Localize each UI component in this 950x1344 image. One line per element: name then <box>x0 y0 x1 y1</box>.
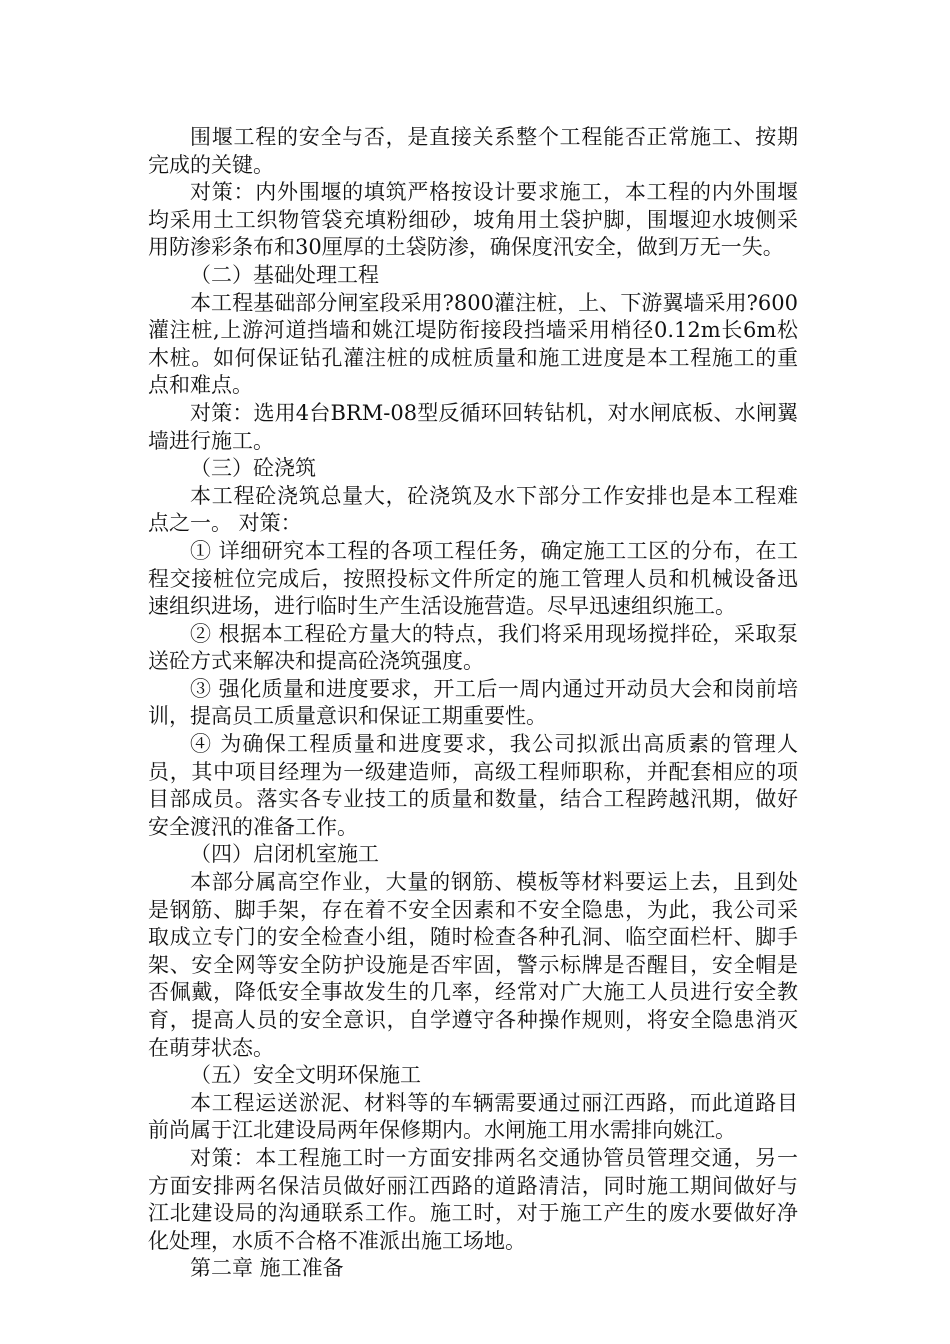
chapter-heading-preparation: 第二章 施工准备 <box>190 1256 344 1281</box>
document-body <box>148 124 798 1283</box>
section-heading-hoist-room: （四）启闭机室施工 <box>190 842 379 867</box>
section-heading-concrete: （三）砼浇筑 <box>190 456 316 481</box>
paragraph-cofferdam-importance: 围堰工程的安全与否，是直接关系整个工程能否正常施工、按期完成的关键。 <box>148 125 798 177</box>
paragraph-concrete-item-2: ② 根据本工程砼方量大的特点，我们将采用现场搅拌砼，采取泵送砼方式来解决和提高砼浇筑强度。 <box>148 621 798 674</box>
paragraph-concrete-item-1: ① 详细研究本工程的各项工程任务，确定施工工区的分布，在工程交接桩位完成后，按照投标文件所定的施工管理人员和机械设备迅速组织进场，进行临时生产生活设施营造。尽早迅速组织施工。 <box>148 538 798 619</box>
section-heading-safety-civilized: （五）安全文明环保施工 <box>190 1063 421 1088</box>
paragraph-hoist-room-safety: 本部分属高空作业，大量的钢筋、模板等材料要运上去，且到处是钢筋、脚手架，存在着不安全因素和不安全隐患，为此，我公司采取成立专门的安全检查小组，随时检查各种孔洞、临空面栏杆、脚手架、安全网等安全防护设施是否牢固，警示标牌是否醒目，安全帽是否佩戴，降低安全事故发生的几率，经常对广大施工人员进行安全教育，提高人员的安全意识，自学遵守各种操作规则，将安全隐患消灭在萌芽状态。 <box>148 870 798 1060</box>
paragraph-concrete-description: 本工程砼浇筑总量大，砼浇筑及水下部分工作安排也是本工程难点之一。 对策： <box>148 483 798 536</box>
section-heading-foundation: （二）基础处理工程 <box>190 262 379 287</box>
paragraph-foundation-countermeasure: 对策：选用4台BRM-08型反循环回转钻机，对水闸底板、水闸翼墙进行施工。 <box>148 400 798 453</box>
paragraph-traffic-countermeasure: 对策：本工程施工时一方面安排两名交通协管员管理交通，另一方面安排两名保洁员做好丽江西路的道路清洁，同时施工期间做好与江北建设局的沟通联系工作。施工时，对于施工产生的废水要做好净化处理，水质不合格不准派出施工场地。 <box>148 1145 798 1253</box>
paragraph-traffic-description: 本工程运送淤泥、材料等的车辆需要通过丽江西路，而此道路目前尚属于江北建设局两年保修期内。水闸施工用水需排向姚江。 <box>148 1090 798 1143</box>
paragraph-concrete-item-3: ③ 强化质量和进度要求，开工后一周内通过开动员大会和岗前培训，提高员工质量意识和保证工期重要性。 <box>148 676 798 729</box>
paragraph-foundation-description: 本工程基础部分闸室段采用?800灌注桩，上、下游翼墙采用?600灌注桩,上游河道挡墙和姚江堤防衔接段挡墙采用梢径0.12m长6m松木桩。如何保证钻孔灌注桩的成桩质量和施工进度是本工程施工的重点和难点。 <box>148 290 798 398</box>
paragraph-concrete-item-4: ④ 为确保工程质量和进度要求，我公司拟派出高质素的管理人员，其中项目经理为一级建造师，高级工程师职称，并配套相应的项目部成员。落实各专业技工的质量和数量，结合工程跨越汛期，做好安全渡汛的准备工作。 <box>148 732 798 839</box>
paragraph-cofferdam-countermeasure: 对策：内外围堰的填筑严格按设计要求施工，本工程的内外围堰均采用土工织物管袋充填粉细砂，坡角用土袋护脚，围堰迎水坡侧采用防渗彩条布和30厘厚的土袋防渗，确保度汛安全，做到万无一失。 <box>148 180 798 260</box>
